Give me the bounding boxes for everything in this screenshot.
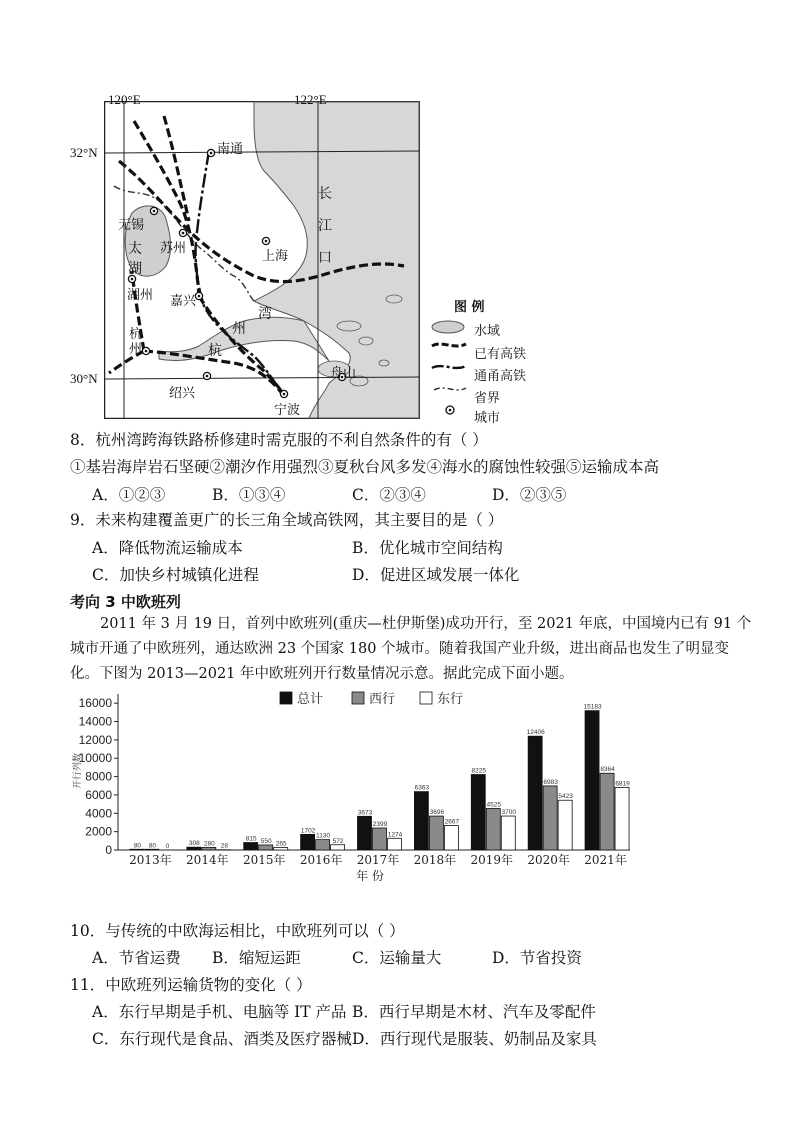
city-label-zhoushan: 舟山 bbox=[330, 365, 357, 380]
q8-option-b[interactable]: B．①③④ bbox=[212, 486, 286, 504]
data-label: 1274 bbox=[387, 831, 403, 839]
x-tick-label: 2017年 bbox=[356, 853, 400, 867]
q10-option-c[interactable]: C．运输量大 bbox=[352, 949, 442, 967]
q11-option-d[interactable]: D．西行现代是服装、奶制品及家具 bbox=[352, 1030, 597, 1048]
city-label-shanghai: 上海 bbox=[262, 248, 289, 263]
q11-stem: 11．中欧班列运输货物的变化（ ） bbox=[70, 976, 312, 994]
data-label: 308 bbox=[188, 840, 200, 848]
bar-东行-2017年 bbox=[388, 838, 402, 850]
data-label: 3673 bbox=[357, 809, 373, 817]
data-label: 2399 bbox=[372, 820, 388, 828]
lon-label-122: 122°E bbox=[294, 92, 327, 107]
city-label-wuxi: 无锡 bbox=[118, 217, 145, 232]
x-tick-label: 2013年 bbox=[129, 853, 172, 867]
city-label-nantong: 南通 bbox=[217, 141, 244, 156]
q10-stem: 10．与传统的中欧海运相比，中欧班列可以（ ） bbox=[70, 922, 405, 940]
data-label: 0 bbox=[165, 843, 170, 850]
bar-总计-2013年 bbox=[130, 849, 144, 850]
q9-option-a[interactable]: A．降低物流运输成本 bbox=[92, 539, 243, 557]
lake-label-tai: 太 bbox=[128, 242, 142, 257]
x-tick-label: 2019年 bbox=[470, 853, 514, 867]
data-label: 2667 bbox=[444, 818, 460, 826]
q9-stem: 9．未来构建覆盖更广的长三角全域高铁网，其主要目的是（ ） bbox=[70, 511, 504, 529]
legend-swatch-东行 bbox=[420, 692, 432, 704]
river-label-kou: 口 bbox=[318, 251, 332, 266]
city-label-huzhou: 湖州 bbox=[127, 287, 154, 302]
data-label: 280 bbox=[203, 840, 215, 848]
y-tick-label: 12000 bbox=[78, 732, 112, 747]
legend-existing-rail-swatch bbox=[432, 344, 466, 346]
city-label-shaoxing: 绍兴 bbox=[169, 385, 196, 400]
y-tick-label: 6000 bbox=[85, 787, 112, 802]
x-tick-label: 2018年 bbox=[413, 853, 457, 867]
bar-chart bbox=[70, 686, 640, 886]
data-label: 1130 bbox=[316, 832, 331, 840]
bar-西行-2021年 bbox=[600, 773, 614, 850]
bar-总计-2019年 bbox=[471, 775, 485, 850]
q8-stem: 8．杭州湾跨海铁路桥修建时需克服的不利自然条件的有（ ） bbox=[70, 431, 488, 449]
legend-symbols bbox=[430, 320, 470, 420]
data-label: 550 bbox=[260, 837, 272, 845]
data-label: 15183 bbox=[583, 703, 602, 711]
data-label: 4525 bbox=[486, 801, 502, 809]
legend-city-label: 城市 bbox=[474, 411, 501, 426]
bar-东行-2021年 bbox=[615, 787, 629, 850]
data-label: 6983 bbox=[543, 778, 558, 786]
bar-西行-2018年 bbox=[429, 816, 443, 850]
river-label-chang: 长 bbox=[318, 187, 332, 202]
lat-label-30: 30°N bbox=[70, 371, 98, 386]
bay-label-wan: 湾 bbox=[258, 307, 272, 322]
y-tick-label: 0 bbox=[105, 843, 112, 857]
data-label: 3696 bbox=[429, 809, 445, 817]
legend-existing-rail-label: 已有高铁 bbox=[474, 347, 527, 362]
legend-planned-rail-swatch bbox=[432, 366, 466, 368]
legend-swatch-总计 bbox=[280, 692, 292, 704]
map-legend bbox=[430, 296, 540, 426]
bar-西行-2019年 bbox=[486, 808, 500, 850]
q8-option-d[interactable]: D．②③⑤ bbox=[492, 486, 567, 504]
city-label-hangzhou: 杭州 bbox=[129, 326, 143, 356]
q10-option-d[interactable]: D．节省投资 bbox=[492, 949, 582, 967]
data-label: 3700 bbox=[501, 809, 517, 817]
data-label: 28 bbox=[220, 842, 228, 850]
data-label: 5423 bbox=[558, 793, 573, 801]
city-label-ningbo: 宁波 bbox=[274, 402, 301, 417]
y-axis-label: 开行列数 bbox=[73, 752, 83, 790]
bar-总计-2015年 bbox=[244, 843, 258, 850]
bar-总计-2020年 bbox=[528, 736, 542, 850]
bar-总计-2021年 bbox=[585, 711, 599, 850]
legend-border-label: 省界 bbox=[474, 391, 501, 406]
bar-西行-2016年 bbox=[316, 840, 330, 850]
lon-label-120: 120°E bbox=[108, 92, 141, 107]
bar-总计-2017年 bbox=[358, 816, 372, 850]
bar-西行-2015年 bbox=[259, 845, 273, 850]
x-tick-label: 2015年 bbox=[242, 853, 286, 867]
data-label: 815 bbox=[245, 835, 257, 843]
q8-option-a[interactable]: A．①②③ bbox=[92, 486, 166, 504]
bay-label-zhou: 州 bbox=[232, 322, 246, 337]
q9-option-d[interactable]: D．促进区域发展一体化 bbox=[352, 566, 520, 584]
q10-option-b[interactable]: B．缩短运距 bbox=[212, 949, 301, 967]
bar-东行-2020年 bbox=[558, 800, 572, 850]
q10-option-a[interactable]: A．节省运费 bbox=[92, 949, 181, 967]
city-label-suzhou: 苏州 bbox=[160, 240, 187, 255]
bar-西行-2013年 bbox=[145, 849, 159, 850]
legend-border-swatch bbox=[434, 388, 466, 390]
y-tick-label: 4000 bbox=[85, 806, 112, 821]
legend-title: 图 例 bbox=[454, 300, 485, 315]
data-label: 8225 bbox=[471, 767, 487, 775]
bar-总计-2014年 bbox=[187, 847, 201, 850]
bar-东行-2018年 bbox=[444, 826, 458, 850]
bar-东行-2019年 bbox=[501, 816, 515, 850]
bar-东行-2015年 bbox=[274, 848, 288, 850]
data-label: 8364 bbox=[600, 766, 615, 774]
section-title: 考向 3 中欧班列 bbox=[70, 593, 181, 611]
river-label-jiang: 江 bbox=[318, 219, 332, 234]
legend-label: 东行 bbox=[437, 692, 464, 707]
q8-items: ①基岩海岸岩石坚硬②潮汐作用强烈③夏秋台风多发④海水的腐蚀性较强⑤运输成本高 bbox=[70, 458, 660, 476]
city-label-jiaxing: 嘉兴 bbox=[170, 293, 197, 308]
lat-label-32: 32°N bbox=[70, 145, 98, 160]
x-tick-label: 2020年 bbox=[527, 853, 570, 867]
data-label: 572 bbox=[332, 837, 344, 845]
y-tick-label: 14000 bbox=[78, 714, 112, 729]
q11-option-b[interactable]: B．西行早期是木材、汽车及零配件 bbox=[352, 1003, 596, 1021]
q11-option-c[interactable]: C．东行现代是食品、酒类及医疗器械 bbox=[92, 1030, 352, 1048]
q11-option-a[interactable]: A．东行早期是手机、电脑等 IT 产品 bbox=[92, 1003, 347, 1021]
bar-西行-2017年 bbox=[373, 828, 387, 850]
bar-西行-2020年 bbox=[543, 786, 557, 850]
bar-东行-2016年 bbox=[331, 845, 345, 850]
bay-label-hang: 杭 bbox=[208, 344, 222, 359]
data-label: 265 bbox=[275, 840, 287, 848]
legend-label: 西行 bbox=[369, 692, 396, 707]
legend-water-label: 水域 bbox=[474, 324, 501, 339]
bar-总计-2016年 bbox=[301, 834, 315, 850]
data-label: 6363 bbox=[414, 784, 430, 792]
bar-总计-2018年 bbox=[414, 792, 428, 850]
x-tick-label: 2014年 bbox=[186, 853, 229, 867]
x-axis-label: 年 份 bbox=[356, 869, 384, 883]
legend-swatch-西行 bbox=[352, 692, 364, 704]
data-label: 12406 bbox=[526, 729, 545, 737]
lake-label-hu: 湖 bbox=[128, 262, 142, 277]
y-tick-label: 2000 bbox=[85, 824, 112, 839]
data-label: 80 bbox=[133, 842, 142, 850]
data-label: 6819 bbox=[615, 780, 630, 788]
q8-option-c[interactable]: C．②③④ bbox=[352, 486, 426, 504]
section-para-line2: 城市开通了中欧班列，通达欧洲 23 个国家 180 个城市。随着我国产业升级，进出商品也发生了明显变 bbox=[70, 641, 730, 657]
q9-option-b[interactable]: B．优化城市空间结构 bbox=[352, 539, 503, 557]
y-tick-label: 10000 bbox=[78, 751, 112, 766]
data-label: 1702 bbox=[300, 827, 316, 835]
q9-option-c[interactable]: C．加快乡村城镇化进程 bbox=[92, 566, 259, 584]
bar-西行-2014年 bbox=[202, 847, 216, 850]
y-tick-label: 16000 bbox=[78, 696, 112, 711]
chart-container bbox=[70, 686, 640, 886]
y-tick-label: 8000 bbox=[85, 769, 112, 784]
x-tick-label: 2016年 bbox=[299, 853, 343, 867]
x-tick-label: 2021年 bbox=[584, 853, 627, 867]
legend-water-swatch bbox=[432, 321, 464, 333]
legend-label: 总计 bbox=[297, 692, 324, 707]
legend-planned-rail-label: 通甬高铁 bbox=[474, 369, 527, 384]
section-para-line3: 化。下图为 2013—2021 年中欧班列开行数量情况示意。据此完成下面小题。 bbox=[70, 666, 574, 682]
data-label: 80 bbox=[148, 842, 157, 850]
section-para-line1: 2011 年 3 月 19 日，首列中欧班列(重庆—杜伊斯堡)成功开行，至 2021 年底，中国境内已有 91 个 bbox=[100, 616, 752, 632]
